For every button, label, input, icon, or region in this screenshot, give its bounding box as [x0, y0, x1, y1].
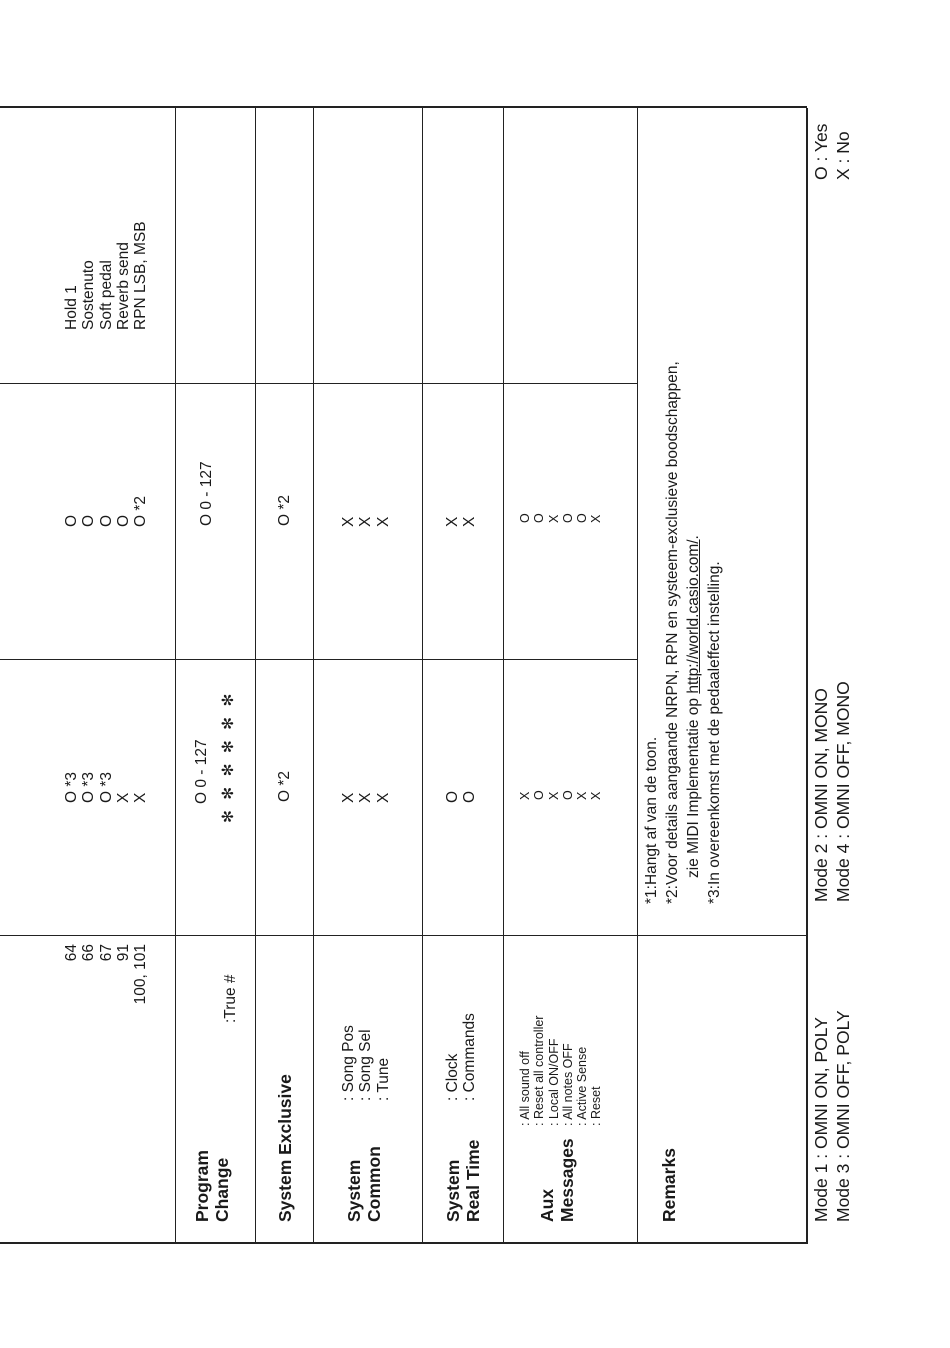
list-line: O	[461, 790, 479, 803]
program-change-recognized: O 0 - 127	[198, 461, 215, 526]
col-divider-function	[0, 935, 807, 936]
system-exclusive-recognized: O *2	[276, 494, 293, 526]
list-line: 64	[63, 944, 80, 962]
list-line: : All notes OFF	[560, 1043, 575, 1126]
list-line: O *3	[63, 771, 80, 803]
system-realtime-items	[444, 1013, 479, 1101]
list-line: : Clock	[444, 1053, 461, 1101]
table-left-border	[0, 1242, 807, 1244]
list-line: X	[340, 516, 357, 527]
remarks-note-3	[685, 535, 702, 878]
list-line: : Tune	[374, 1057, 392, 1101]
row-divider-program	[255, 108, 256, 1244]
list-line: X	[546, 791, 561, 800]
col-divider-transmitted	[0, 659, 637, 660]
remarks-label: Remarks	[659, 1148, 679, 1222]
list-line: 66	[80, 944, 98, 962]
list-line: O *3	[80, 771, 98, 803]
list-line: : Song Sel	[357, 1029, 375, 1101]
mode-3: Mode 3 : OMNI OFF, POLY	[833, 1010, 853, 1222]
list-line: X	[115, 792, 133, 803]
legend-yes: O : Yes	[811, 123, 831, 180]
system-common-items	[340, 1025, 392, 1101]
remarks-note-2: *2:Voor details aangaande NRPN, RPN en systeem-exclusieve boodschappen,	[664, 361, 681, 904]
list-line: X	[589, 514, 604, 523]
list-line: X	[518, 791, 532, 800]
mode-4: Mode 4 : OMNI OFF, MONO	[833, 681, 853, 902]
list-line: : Reset all controller	[532, 1015, 547, 1126]
list-line: : Reset	[589, 1086, 604, 1126]
list-line: O	[63, 514, 80, 527]
table-right-border	[0, 106, 807, 108]
list-line: X	[444, 516, 461, 527]
list-line: O	[560, 790, 575, 800]
list-line: X	[374, 516, 392, 527]
controller-remarks	[63, 221, 150, 330]
row-divider-realtime	[503, 108, 504, 1244]
list-line: O	[115, 514, 133, 527]
system-realtime-recognized	[444, 517, 479, 527]
system-common-transmitted	[340, 793, 392, 803]
aux-messages-transmitted	[518, 790, 604, 800]
system-common-recognized	[340, 517, 392, 527]
list-line: Reverb send	[115, 242, 133, 330]
list-line: 67	[97, 944, 115, 962]
list-line: : Song Pos	[340, 1025, 357, 1101]
col-divider-recognized	[0, 383, 637, 384]
system-common-label: System Common	[344, 1146, 384, 1222]
program-change-true-value: ✻ ✻ ✻ ✻ ✻ ✻	[220, 690, 237, 823]
list-line: : Active Sense	[575, 1046, 589, 1126]
controller-recognized	[63, 496, 150, 527]
mode-2: Mode 2 : OMNI ON, MONO	[811, 688, 831, 902]
list-line: O	[80, 514, 98, 527]
row-divider-controller	[175, 108, 176, 1244]
mode-1: Mode 1 : OMNI ON, POLY	[811, 1017, 831, 1222]
remarks-note-4: *3:In overeenkomst met de pedaaleffect instelling.	[706, 561, 723, 904]
list-line: O	[518, 513, 532, 523]
list-line: X	[357, 516, 375, 527]
list-line: Hold 1	[63, 285, 80, 330]
system-realtime-transmitted	[444, 791, 479, 803]
list-line: X	[357, 792, 375, 803]
list-line: X	[374, 792, 392, 803]
list-line: O *3	[97, 771, 115, 803]
list-line: X	[132, 792, 150, 803]
row-divider-common	[422, 108, 423, 1244]
casio-website-link[interactable]: http://world.casio.com/	[685, 539, 702, 694]
list-line: O	[97, 514, 115, 527]
list-line: X	[340, 792, 357, 803]
program-change-transmitted: O 0 - 127	[193, 739, 210, 804]
list-line: O	[444, 790, 461, 803]
list-line: X	[461, 516, 479, 527]
row-divider-aux	[637, 108, 638, 1244]
aux-messages-items	[518, 1016, 604, 1126]
list-line: O	[532, 513, 547, 523]
list-line: 91	[115, 944, 133, 962]
aux-messages-recognized	[518, 513, 604, 523]
list-line: O	[560, 513, 575, 523]
program-change-label: Program Change	[192, 1150, 232, 1222]
list-line: O *2	[132, 495, 150, 527]
list-line: : All sound off	[518, 1051, 532, 1126]
controller-transmitted	[63, 772, 150, 803]
list-line: 100, 101	[132, 944, 150, 1005]
row-divider-sysex	[313, 108, 314, 1244]
table-bottom-border	[806, 108, 808, 1244]
list-line: O	[575, 513, 589, 523]
aux-messages-label: Aux Messages	[537, 1138, 577, 1222]
list-line: Sostenuto	[80, 260, 98, 330]
system-exclusive-transmitted: O *2	[276, 770, 293, 802]
controller-numbers	[63, 944, 150, 1048]
system-realtime-label: System Real Time	[443, 1139, 483, 1222]
remarks-note-3-prefix: zie MIDI Implementatie op	[685, 693, 702, 878]
legend-no: X : No	[833, 131, 853, 180]
list-line: O	[532, 790, 547, 800]
list-line: : Local ON/OFF	[546, 1038, 561, 1126]
remarks-note-3-suffix: .	[685, 535, 702, 540]
list-line: X	[575, 791, 589, 800]
list-line: RPN LSB, MSB	[132, 221, 150, 330]
list-line: X	[546, 514, 561, 523]
list-line: X	[589, 791, 604, 800]
list-line: Soft pedal	[97, 260, 115, 330]
system-exclusive-label: System Exclusive	[275, 1074, 295, 1222]
program-change-true-label: :True #	[222, 974, 239, 1023]
remarks-note-1: *1:Hangt af van de toon.	[643, 736, 660, 904]
list-line: : Commands	[461, 1013, 479, 1101]
